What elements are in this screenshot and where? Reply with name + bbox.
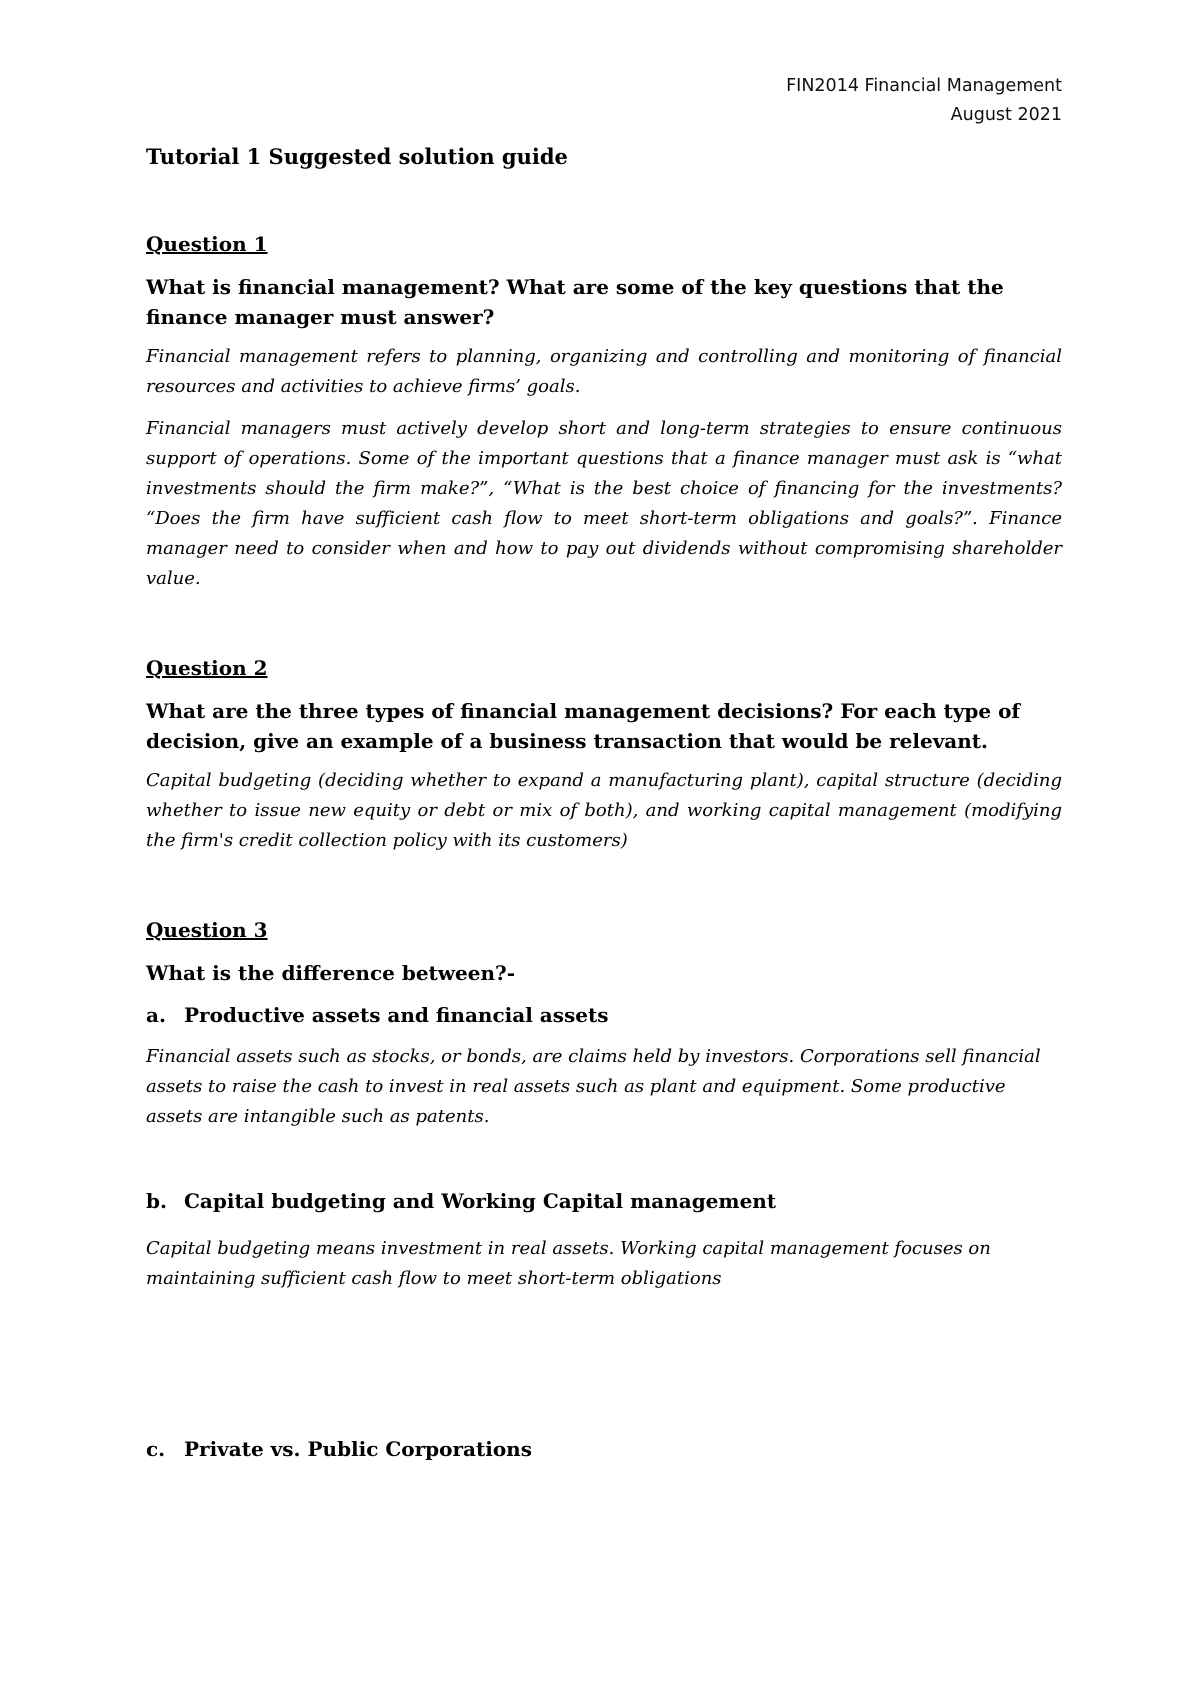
question-1-answer-1: Financial management refers to planning, organizing and controlling and monitoring of financial resources and activities to achieve firms’ goals. [146, 346, 1062, 397]
sub-question-c [146, 1434, 1062, 1464]
header-date: August 2021 [950, 105, 1062, 125]
sub-question-b-title: Capital budgeting and Working Capital management [184, 1189, 777, 1213]
sub-question-c-marker: c. [146, 1437, 166, 1461]
sub-question-b [146, 1186, 1062, 1216]
question-2-heading: Question 2 [146, 656, 268, 680]
question-2-answer: Capital budgeting (deciding whether to expand a manufacturing plant), capital structure (deciding whether to issue new equity or debt or mix of both), and working capital management (modifying the firm's credit collection policy with its customers) [146, 770, 1062, 851]
question-1-text: What is financial management? What are some of the key questions that the finance manager must answer? [146, 275, 1004, 329]
question-1-heading: Question 1 [146, 232, 268, 256]
course-title: FIN2014 Financial Management [786, 76, 1062, 96]
document-title: Tutorial 1 Suggested solution guide [146, 144, 568, 169]
sub-question-b-marker: b. [146, 1189, 167, 1213]
question-3-heading: Question 3 [146, 918, 268, 942]
document-body [146, 142, 1062, 1464]
page-header [786, 72, 1062, 130]
sub-question-a-title: Productive assets and financial assets [184, 1003, 609, 1027]
sub-question-b-answer: Capital budgeting means investment in real assets. Working capital management focuses on maintaining sufficient cash flow to meet short-term obligations [146, 1238, 991, 1289]
question-3-text: What is the difference between?- [146, 961, 516, 985]
sub-question-c-title: Private vs. Public Corporations [184, 1437, 532, 1461]
sub-question-a [146, 1000, 1062, 1030]
question-2-text: What are the three types of financial management decisions? For each type of decision, give an example of a business transaction that would be relevant. [146, 699, 1021, 753]
sub-question-a-marker: a. [146, 1003, 166, 1027]
sub-question-a-answer: Financial assets such as stocks, or bonds, are claims held by investors. Corporations sell financial assets to raise the cash to invest in real assets such as plant and equipment. Some productive assets are intangible such as patents. [146, 1046, 1041, 1127]
question-1-answer-2: Financial managers must actively develop short and long-term strategies to ensure continuous support of operations. Some of the important questions that a finance manager must ask is “what investments should the firm make?”, “What is the best choice of financing for the investments? “Does the firm have sufficient cash flow to meet short-term obligations and goals?”. Finance manager need to consider when and how to pay out dividends without compromising shareholder value. [146, 418, 1062, 589]
